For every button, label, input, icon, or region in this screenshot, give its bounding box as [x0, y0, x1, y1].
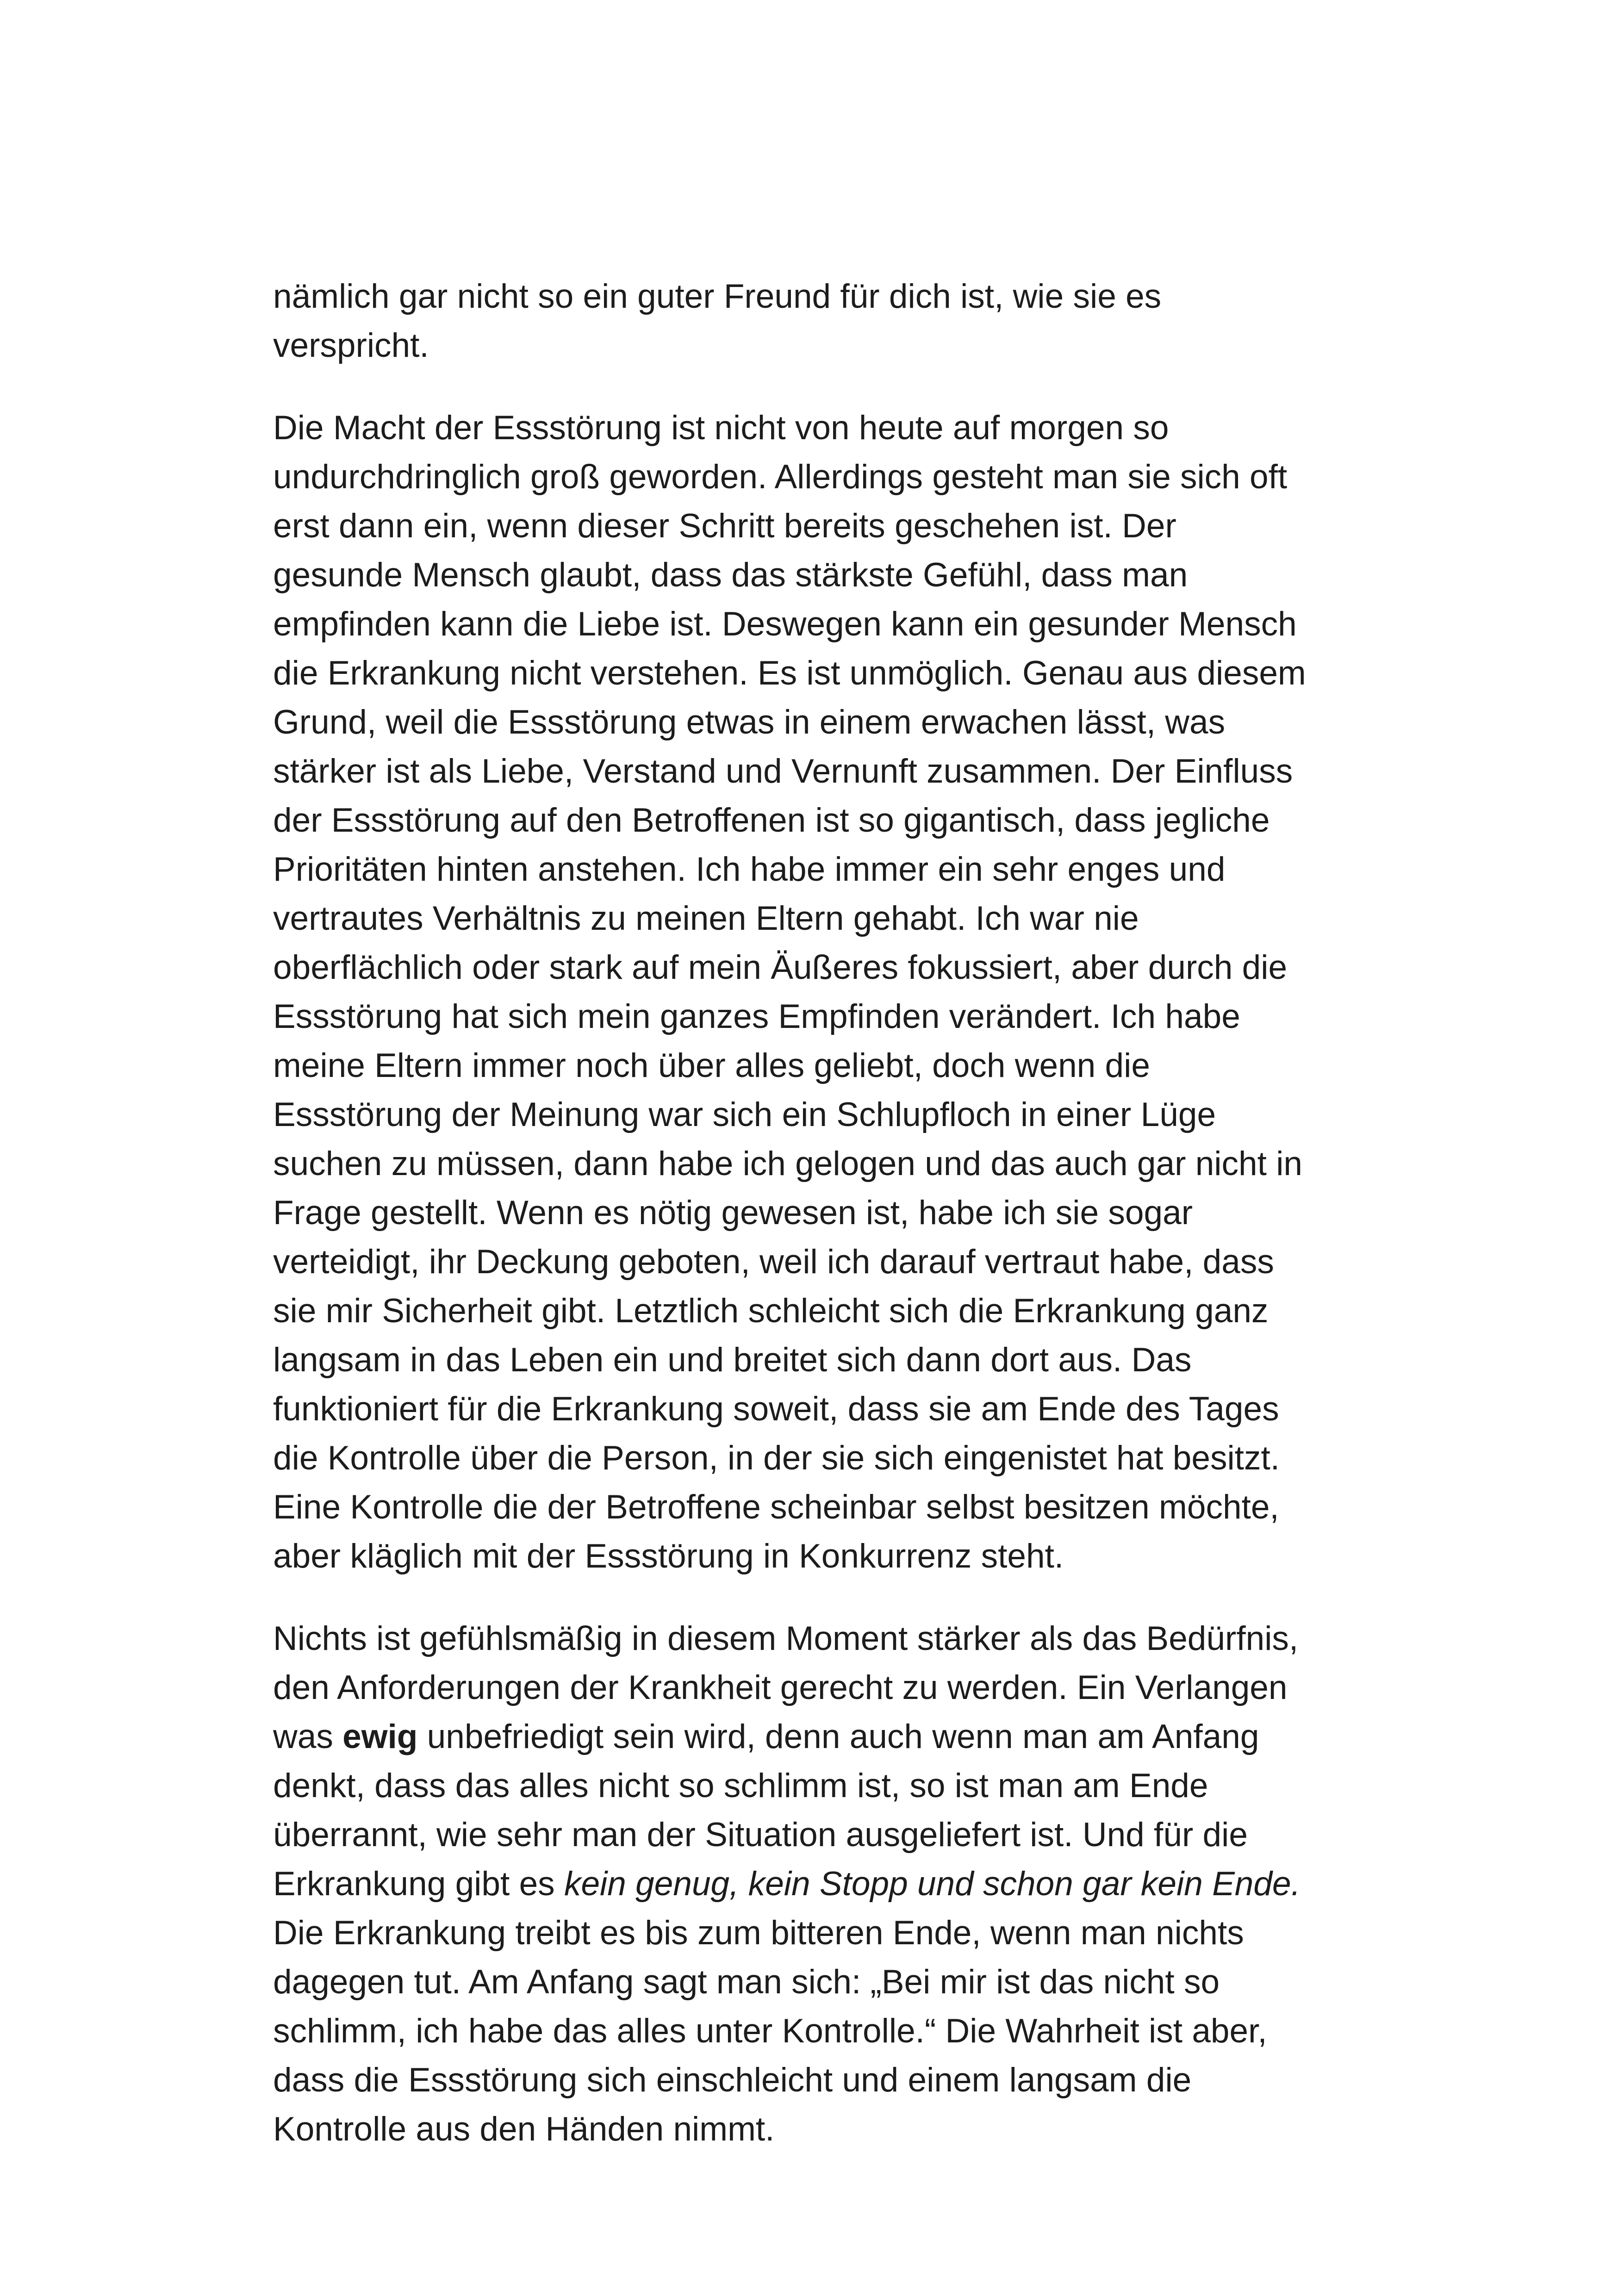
text-line: Kontrolle aus den Händen nimmt. [273, 2110, 775, 2148]
text-line: nämlich gar nicht so ein guter Freund für dich ist, wie sie es [273, 278, 1162, 315]
text-line: gesunde Mensch glaubt, dass das stärkste Gefühl, dass man [273, 556, 1188, 594]
text-line: denkt, dass das alles nicht so schlimm ist, so ist man am Ende [273, 1767, 1208, 1804]
text-line: der Essstörung auf den Betroffenen ist so gigantisch, dass jegliche [273, 802, 1270, 839]
text-run: Erkrankung gibt es [273, 1865, 564, 1903]
paragraph-1 [273, 272, 1365, 370]
text-line: aber kläglich mit der Essstörung in Konkurrenz steht. [273, 1537, 1064, 1575]
paragraph-gap [273, 1581, 1365, 1614]
text-line: Frage gestellt. Wenn es nötig gewesen ist, habe ich sie sogar [273, 1194, 1193, 1232]
text-line: stärker ist als Liebe, Verstand und Vernunft zusammen. Der Einfluss [273, 753, 1293, 790]
text-line: funktioniert für die Erkrankung soweit, dass sie am Ende des Tages [273, 1390, 1279, 1428]
text-run: unbefriedigt sein wird, denn auch wenn man am Anfang [417, 1718, 1259, 1755]
text-line: die Erkrankung nicht verstehen. Es ist unmöglich. Genau aus diesem [273, 654, 1306, 692]
text-line: empfinden kann die Liebe ist. Deswegen kann ein gesunder Mensch [273, 605, 1297, 643]
document-body [273, 272, 1365, 2154]
text-line: schlimm, ich habe das alles unter Kontrolle.“ Die Wahrheit ist aber, [273, 2012, 1267, 2050]
paragraph-3 [273, 1614, 1365, 2154]
text-line: überrannt, wie sehr man der Situation ausgeliefert ist. Und für die [273, 1816, 1248, 1854]
text-line: verspricht. [273, 327, 429, 364]
text-line: Die Erkrankung treibt es bis zum bitteren Ende, wenn man nichts [273, 1914, 1244, 1952]
paragraph-2 [273, 404, 1365, 1581]
text-line: dagegen tut. Am Anfang sagt man sich: „Bei mir ist das nicht so [273, 1963, 1220, 2001]
text-line-with-italic [273, 1860, 1365, 1909]
text-line: langsam in das Leben ein und breitet sich dann dort aus. Das [273, 1341, 1192, 1379]
italic-phrase: kein genug, kein Stopp und schon gar kein Ende. [564, 1865, 1301, 1903]
text-line: den Anforderungen der Krankheit gerecht zu werden. Ein Verlangen [273, 1669, 1288, 1706]
text-line: Essstörung hat sich mein ganzes Empfinden verändert. Ich habe [273, 998, 1240, 1035]
text-line: Prioritäten hinten anstehen. Ich habe immer ein sehr enges und [273, 851, 1226, 888]
text-line: die Kontrolle über die Person, in der sie sich eingenistet hat besitzt. [273, 1439, 1280, 1477]
text-line: Essstörung der Meinung war sich ein Schlupfloch in einer Lüge [273, 1096, 1216, 1133]
paragraph-gap [273, 370, 1365, 404]
text-line: suchen zu müssen, dann habe ich gelogen und das auch gar nicht in [273, 1145, 1303, 1182]
text-line: oberflächlich oder stark auf mein Äußeres fokussiert, aber durch die [273, 949, 1288, 986]
text-line: vertrautes Verhältnis zu meinen Eltern gehabt. Ich war nie [273, 900, 1139, 937]
text-line: dass die Essstörung sich einschleicht und einem langsam die [273, 2061, 1192, 2099]
text-line: Die Macht der Essstörung ist nicht von heute auf morgen so [273, 409, 1169, 447]
text-line: Eine Kontrolle die der Betroffene scheinbar selbst besitzen möchte, [273, 1488, 1279, 1526]
text-line: verteidigt, ihr Deckung geboten, weil ich darauf vertraut habe, dass [273, 1243, 1274, 1281]
text-line: sie mir Sicherheit gibt. Letztlich schleicht sich die Erkrankung ganz [273, 1292, 1269, 1330]
text-run: was [273, 1718, 343, 1755]
text-line: Grund, weil die Essstörung etwas in einem erwachen lässt, was [273, 703, 1226, 741]
bold-word: ewig [342, 1718, 418, 1755]
text-line-with-bold [273, 1712, 1365, 1761]
text-line: Nichts ist gefühlsmäßig in diesem Moment stärker als das Bedürfnis, [273, 1620, 1299, 1657]
text-line: meine Eltern immer noch über alles geliebt, doch wenn die [273, 1047, 1150, 1084]
text-line: erst dann ein, wenn dieser Schritt bereits geschehen ist. Der [273, 507, 1176, 545]
text-line: undurchdringlich groß geworden. Allerdings gesteht man sie sich oft [273, 458, 1288, 496]
